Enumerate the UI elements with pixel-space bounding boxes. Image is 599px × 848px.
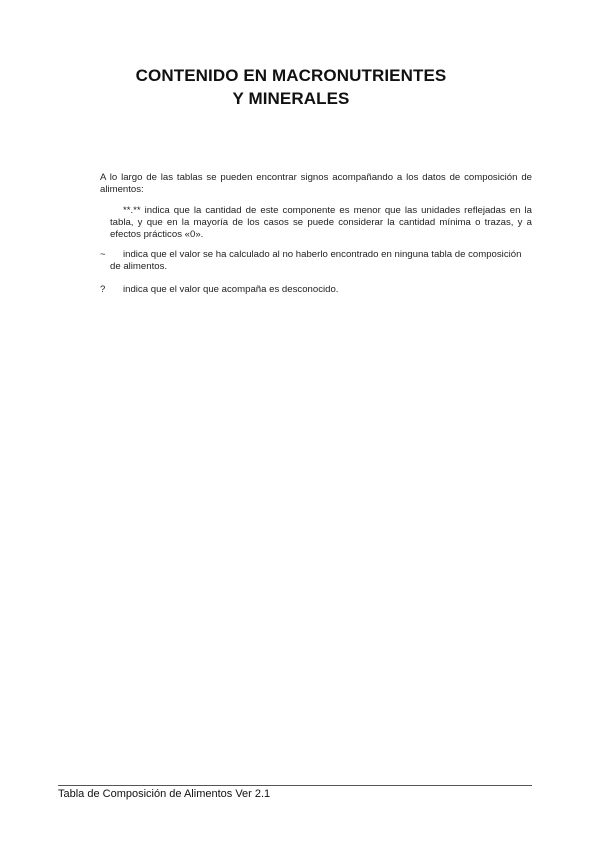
legend-item-calculated	[100, 249, 532, 273]
footer-divider	[58, 785, 532, 786]
page-title	[0, 64, 582, 110]
legend-description: indica que el valor se ha calculado al no haberlo encontrado en ninguna tabla de composición de alimentos.	[110, 249, 522, 272]
legend-item-text	[100, 205, 532, 241]
legend-item-traces	[100, 205, 532, 241]
legend-symbol: ?	[100, 284, 106, 295]
title-line-1: CONTENIDO EN MACRONUTRIENTES	[135, 66, 447, 85]
intro-paragraph: A lo largo de las tablas se pueden encontrar signos acompañando a los datos de composición de alimentos:	[100, 172, 532, 195]
legend-description: indica que el valor que acompaña es desconocido.	[123, 284, 339, 295]
footer-text: Tabla de Composición de Alimentos Ver 2.1	[58, 788, 271, 800]
title-line-2: Y MINERALES	[232, 89, 350, 108]
legend-description: indica que la cantidad de este componente es menor que las unidades reflejadas en la tabla, y que en la mayoría de los casos se puede considerar la cantidad mínima o trazas, y a efectos prácticos «0».	[110, 205, 532, 240]
legend-symbol: **.**	[123, 205, 141, 216]
legend-item-unknown	[100, 284, 532, 296]
legend-symbol: ~	[100, 249, 106, 260]
